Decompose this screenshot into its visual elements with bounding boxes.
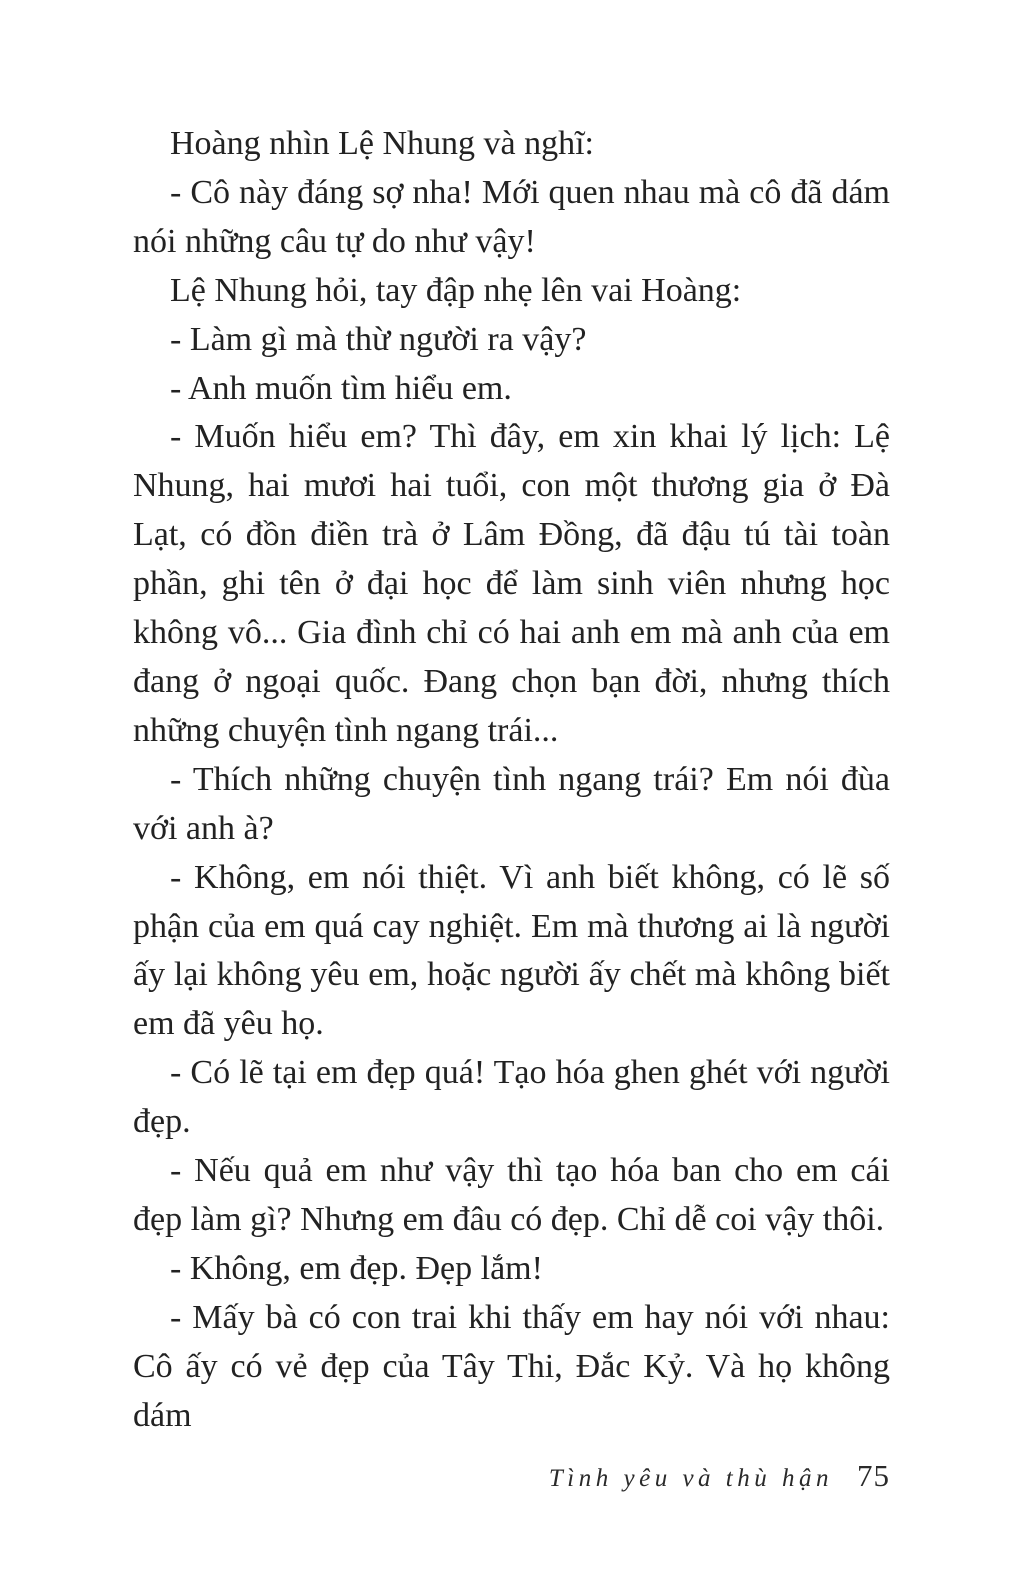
- paragraph: - Anh muốn tìm hiểu em.: [170, 369, 512, 407]
- running-title: Tình yêu và thù hận: [548, 1465, 833, 1492]
- page-number: 75: [857, 1458, 890, 1493]
- paragraph: - Không, em nói thiệt. Vì anh biết không, có lẽ số phận của em quá cay nghiệt. Em mà thương ai là người ấy lại không yêu em, hoặc người ấy chết mà không biết em đã yêu họ.: [133, 858, 890, 1043]
- page-body-text: [133, 120, 890, 1440]
- paragraph: - Muốn hiểu em? Thì đây, em xin khai lý lịch: Lệ Nhung, hai mươi hai tuổi, con một thương gia ở Đà Lạt, có đồn điền trà ở Lâm Đồng, đã đậu tú tài toàn phần, ghi tên ở đại học để làm sinh viên nhưng học không vô... Gia đình chỉ có hai anh em mà anh của em đang ở ngoại quốc. Đang chọn bạn đời, nhưng thích những chuyện tình ngang trái...: [133, 418, 890, 749]
- paragraph: Lệ Nhung hỏi, tay đập nhẹ lên vai Hoàng:: [170, 271, 742, 309]
- paragraph: - Có lẽ tại em đẹp quá! Tạo hóa ghen ghét với người đẹp.: [133, 1054, 890, 1141]
- paragraph: - Không, em đẹp. Đẹp lắm!: [170, 1249, 543, 1287]
- paragraph: - Thích những chuyện tình ngang trái? Em nói đùa với anh à?: [133, 760, 890, 847]
- page-footer: [549, 1458, 890, 1494]
- paragraph: - Cô này đáng sợ nha! Mới quen nhau mà cô đã dám nói những câu tự do như vậy!: [133, 173, 890, 260]
- paragraph: Hoàng nhìn Lệ Nhung và nghĩ:: [170, 125, 594, 162]
- paragraph: - Mấy bà có con trai khi thấy em hay nói với nhau: Cô ấy có vẻ đẹp của Tây Thi, Đắc Kỷ. Và họ không dám: [133, 1298, 890, 1434]
- paragraph: - Làm gì mà thừ người ra vậy?: [170, 320, 587, 358]
- paragraph: - Nếu quả em như vậy thì tạo hóa ban cho em cái đẹp làm gì? Nhưng em đâu có đẹp. Chỉ dễ coi vậy thôi.: [133, 1152, 890, 1238]
